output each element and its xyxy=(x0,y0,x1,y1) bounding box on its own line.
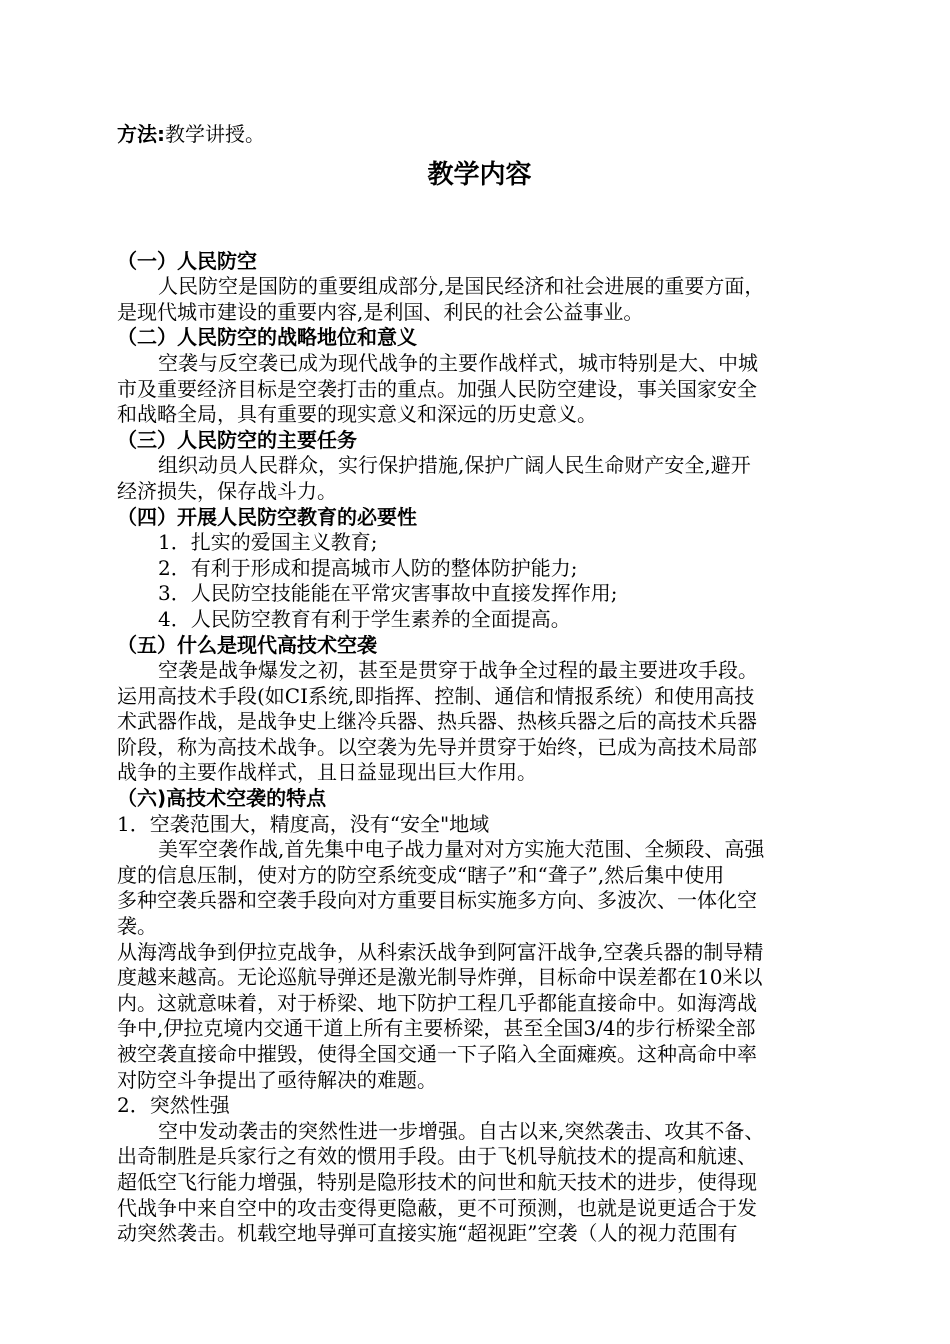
section-heading: （二）人民防空的战略地位和意义 xyxy=(117,325,417,350)
paragraph-line: 超低空飞行能力增强，特别是隐形技术的问世和航天技术的进步，使得现 xyxy=(117,1169,757,1194)
paragraph-line: 从海湾战争到伊拉克战争，从科索沃战争到阿富汗战争,空袭兵器的制导精 xyxy=(117,939,764,964)
section-heading: （一）人民防空 xyxy=(117,248,257,273)
paragraph-line: 运用高技术手段(如CI系统,即指挥、控制、通信和情报系统）和使用高技 xyxy=(117,683,755,708)
paragraph-line: 空袭是战争爆发之初，甚至是贯穿于战争全过程的最主要进攻手段。 xyxy=(158,658,758,683)
paragraph-line: 度的信息压制，使对方的防空系统变成“瞎子”和“聋子”,然后集中使用 xyxy=(117,862,725,887)
method-label: 方法: xyxy=(117,122,165,146)
list-item: 2．有利于形成和提高城市人防的整体防护能力; xyxy=(158,555,578,580)
paragraph-line: 组织动员人民群众，实行保护措施,保护广阔人民生命财产安全,避开 xyxy=(158,453,751,478)
paragraph-line: 和战略全局，具有重要的现实意义和深远的历史意义。 xyxy=(117,402,597,427)
paragraph-line: 对防空斗争提出了亟待解决的难题。 xyxy=(117,1067,437,1092)
list-item: 3．人民防空技能能在平常灾害事故中直接发挥作用; xyxy=(158,581,618,606)
paragraph-line: 度越来越高。无论巡航导弹还是激光制导炸弹，目标命中误差都在10米以 xyxy=(117,965,763,990)
paragraph-line: 战争的主要作战样式，且日益显现出巨大作用。 xyxy=(117,760,537,785)
paragraph-line: 争中,伊拉克境内交通干道上所有主要桥梁，甚至全国3/4的步行桥梁全部 xyxy=(117,1016,756,1041)
document-page xyxy=(117,122,842,1247)
paragraph-line: 经济损失，保存战斗力。 xyxy=(117,478,337,503)
paragraph-line: 袭。 xyxy=(117,914,157,939)
document-body xyxy=(117,249,842,1247)
paragraph-line: 空袭与反空袭已成为现代战争的主要作战样式，城市特别是大、中城 xyxy=(158,350,758,375)
paragraph-line: 美军空袭作战,首先集中电子战力量对对方实施大范围、全频段、高强 xyxy=(158,837,765,862)
list-item: 1．扎实的爱国主义教育; xyxy=(158,530,378,555)
section-heading: （五）什么是现代高技术空袭 xyxy=(117,632,377,657)
paragraph-line: 多种空袭兵器和空袭手段向对方重要目标实施多方向、多波次、一体化空 xyxy=(117,888,757,913)
paragraph-line: 人民防空是国防的重要组成部分,是国民经济和社会进展的重要方面， xyxy=(158,274,765,299)
section-heading: （四）开展人民防空教育的必要性 xyxy=(117,504,417,529)
paragraph-line: 空中发动袭击的突然性进一步增强。自古以来,突然袭击、攻其不备、 xyxy=(158,1118,765,1143)
paragraph-line: 内。这就意味着，对于桥梁、地下防护工程几乎都能直接命中。如海湾战 xyxy=(117,990,757,1015)
paragraph-line: 2．突然性强 xyxy=(117,1093,230,1118)
page-title: 教学内容 xyxy=(427,159,532,190)
section-heading: （三）人民防空的主要任务 xyxy=(117,427,357,452)
method-line xyxy=(117,122,842,148)
paragraph-line: 出奇制胜是兵家行之有效的惯用手段。由于飞机导航技术的提高和航速、 xyxy=(117,1144,757,1169)
section-heading: （六)高技术空袭的特点 xyxy=(117,786,327,811)
method-text: 教学讲授。 xyxy=(165,122,265,146)
paragraph-line: 阶段，称为高技术战争。以空袭为先导并贯穿于始终，已成为高技术局部 xyxy=(117,734,757,759)
paragraph-line: 被空袭直接命中摧毁，使得全国交通一下子陷入全面瘫痪。这种高命中率 xyxy=(117,1042,757,1066)
paragraph-line: 市及重要经济目标是空袭打击的重点。加强人民防空建设，事关国家安全 xyxy=(117,376,757,401)
paragraph-line: 1．空袭范围大，精度高，没有“安全"地域 xyxy=(117,811,490,836)
paragraph-line: 是现代城市建设的重要内容,是利国、利民的社会公益事业。 xyxy=(117,299,644,324)
paragraph-line: 动突然袭击。机载空地导弹可直接实施“超视距”空袭（人的视力范围有 xyxy=(117,1221,738,1246)
paragraph-line: 术武器作战，是战争史上继冷兵器、热兵器、热核兵器之后的高技术兵器 xyxy=(117,709,757,734)
paragraph-line: 代战争中来自空中的攻击变得更隐蔽，更不可预测，也就是说更适合于发 xyxy=(117,1195,757,1220)
list-item: 4．人民防空教育有利于学生素养的全面提高。 xyxy=(158,606,571,631)
